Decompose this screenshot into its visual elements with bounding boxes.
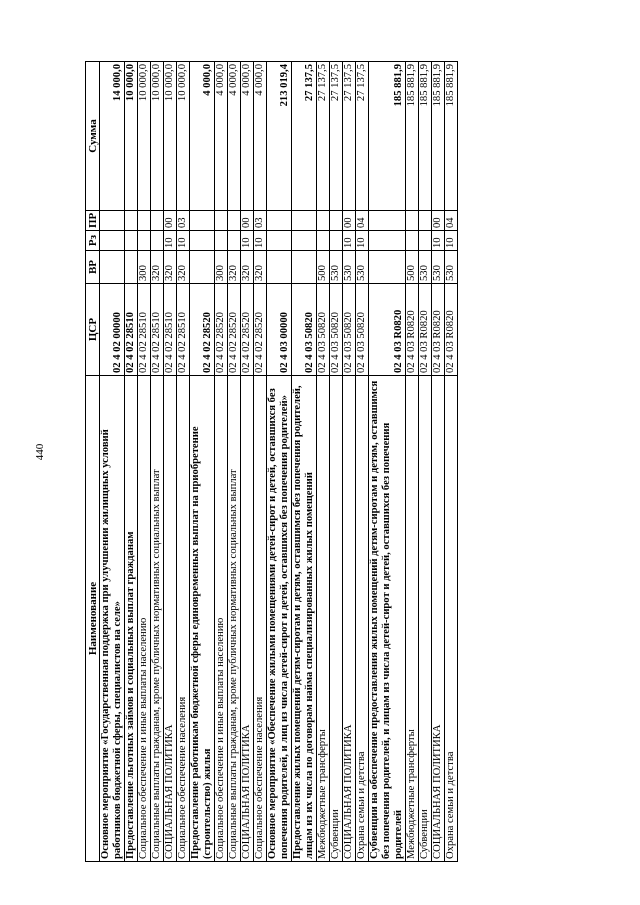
cell-vr: 300 (138, 251, 151, 284)
cell-rz: 10 (164, 231, 177, 251)
cell-pr (406, 211, 419, 231)
cell-pr: 00 (343, 211, 356, 231)
cell-pr: 03 (177, 211, 190, 231)
cell-vr: 320 (241, 251, 254, 284)
table-row (254, 62, 267, 862)
cell-sum: 27 137,5 (292, 62, 317, 211)
cell-rz (267, 231, 292, 251)
cell-name: Межбюджетные трансферты (406, 376, 419, 862)
cell-pr (138, 211, 151, 231)
table-row (190, 62, 215, 862)
cell-vr (100, 251, 125, 284)
cell-rz: 10 (356, 231, 369, 251)
table-row (151, 62, 164, 862)
rotated-page (85, 62, 565, 862)
cell-vr: 530 (356, 251, 369, 284)
cell-rz: 10 (432, 231, 445, 251)
header-vr: ВР (86, 251, 100, 284)
cell-name: Социальные выплаты гражданам, кроме публичных нормативных социальных выплат (151, 376, 164, 862)
table-row (215, 62, 228, 862)
cell-rz (419, 231, 432, 251)
cell-sum: 185 881,9 (419, 62, 432, 211)
table-row (419, 62, 432, 862)
cell-sum: 213 019,4 (267, 62, 292, 211)
cell-vr: 320 (228, 251, 241, 284)
cell-csr: 02 4 03 50820 (343, 284, 356, 376)
cell-name: Предоставление льготных займов и социальных выплат гражданам (125, 376, 138, 862)
cell-sum: 185 881,9 (432, 62, 445, 211)
cell-name: Социальное обеспечение населения (254, 376, 267, 862)
cell-name: Социальное обеспечение населения (177, 376, 190, 862)
cell-rz (151, 231, 164, 251)
cell-vr: 500 (317, 251, 330, 284)
cell-csr: 02 4 02 28510 (125, 284, 138, 376)
cell-pr (125, 211, 138, 231)
cell-vr (190, 251, 215, 284)
cell-sum: 10 000,0 (164, 62, 177, 211)
cell-vr (369, 251, 406, 284)
cell-name: Социальные выплаты гражданам, кроме публичных нормативных социальных выплат (228, 376, 241, 862)
cell-rz: 10 (241, 231, 254, 251)
table-row (343, 62, 356, 862)
cell-csr: 02 4 02 28520 (228, 284, 241, 376)
cell-csr: 02 4 02 28520 (254, 284, 267, 376)
cell-pr (151, 211, 164, 231)
cell-vr: 320 (177, 251, 190, 284)
cell-sum: 27 137,5 (343, 62, 356, 211)
cell-csr: 02 4 02 28520 (190, 284, 215, 376)
cell-rz (369, 231, 406, 251)
cell-csr: 02 4 02 28510 (151, 284, 164, 376)
cell-vr: 320 (254, 251, 267, 284)
cell-vr (125, 251, 138, 284)
cell-vr: 530 (432, 251, 445, 284)
table-row (138, 62, 151, 862)
cell-name: Субвенции на обеспечение предоставления жилых помещений детям-сиротам и детям, оставшимся без попечения родителей, и лицам из числа детей-сирот и детей, оставшихся без попечения родителей (369, 376, 406, 862)
cell-csr: 02 4 03 R0820 (369, 284, 406, 376)
cell-rz (215, 231, 228, 251)
cell-pr: 04 (356, 211, 369, 231)
header-pr: ПР (86, 211, 100, 231)
cell-sum: 10 000,0 (125, 62, 138, 211)
cell-pr (228, 211, 241, 231)
cell-name: Субвенции (419, 376, 432, 862)
cell-pr: 04 (445, 211, 458, 231)
cell-vr: 530 (419, 251, 432, 284)
cell-sum: 185 881,9 (369, 62, 406, 211)
table-header-row (86, 62, 100, 862)
cell-csr: 02 4 02 28510 (177, 284, 190, 376)
cell-csr: 02 4 03 R0820 (432, 284, 445, 376)
cell-vr: 500 (406, 251, 419, 284)
budget-table (85, 61, 458, 862)
cell-pr: 00 (164, 211, 177, 231)
cell-rz (190, 231, 215, 251)
cell-rz (406, 231, 419, 251)
cell-name: Социальное обеспечение и иные выплаты населению (138, 376, 151, 862)
cell-name: Субвенции (330, 376, 343, 862)
cell-rz (228, 231, 241, 251)
cell-rz: 10 (343, 231, 356, 251)
cell-rz (292, 231, 317, 251)
cell-pr: 00 (241, 211, 254, 231)
cell-vr: 530 (343, 251, 356, 284)
cell-csr: 02 4 03 50820 (292, 284, 317, 376)
cell-name: Основное мероприятие «Государственная поддержка при улучшении жилищных условий работников бюджетной сферы, специалистов на селе» (100, 376, 125, 862)
cell-rz: 10 (445, 231, 458, 251)
cell-name: Предоставление жилых помещений детям-сиротам и детям, оставшимся без попечения родителей, лицам из их числа по договорам найма специализированных жилых помещений (292, 376, 317, 862)
page-number: 440 (34, 443, 46, 461)
cell-name: Межбюджетные трансферты (317, 376, 330, 862)
cell-pr: 03 (254, 211, 267, 231)
cell-csr: 02 4 03 R0820 (445, 284, 458, 376)
table-row (177, 62, 190, 862)
cell-name: Основное мероприятие «Обеспечение жилыми помещениями детей-сирот и детей, оставшихся без попечения родителей, и лиц из числа детей-сирот и детей, оставшихся без попечения родителей» (267, 376, 292, 862)
cell-rz: 10 (177, 231, 190, 251)
cell-sum: 185 881,9 (406, 62, 419, 211)
header-rz: Рз (86, 231, 100, 251)
cell-pr: 00 (432, 211, 445, 231)
cell-csr: 02 4 02 28510 (138, 284, 151, 376)
header-csr: ЦСР (86, 284, 100, 376)
cell-vr (292, 251, 317, 284)
cell-name: СОЦИАЛЬНАЯ ПОЛИТИКА (432, 376, 445, 862)
cell-sum: 27 137,5 (317, 62, 330, 211)
cell-vr: 530 (445, 251, 458, 284)
cell-pr (100, 211, 125, 231)
table-row (228, 62, 241, 862)
header-name: Наименование (86, 376, 100, 862)
cell-csr: 02 4 02 28520 (241, 284, 254, 376)
cell-rz (125, 231, 138, 251)
cell-pr (330, 211, 343, 231)
cell-pr (267, 211, 292, 231)
cell-csr: 02 4 03 R0820 (419, 284, 432, 376)
cell-pr (419, 211, 432, 231)
table-row (292, 62, 317, 862)
cell-csr: 02 4 03 50820 (330, 284, 343, 376)
cell-vr (267, 251, 292, 284)
cell-sum: 27 137,5 (356, 62, 369, 211)
table-row (317, 62, 330, 862)
cell-sum: 4 000,0 (190, 62, 215, 211)
table-row (267, 62, 292, 862)
table-row (406, 62, 419, 862)
cell-csr: 02 4 03 50820 (317, 284, 330, 376)
cell-vr: 320 (164, 251, 177, 284)
cell-csr: 02 4 03 50820 (356, 284, 369, 376)
cell-name: СОЦИАЛЬНАЯ ПОЛИТИКА (164, 376, 177, 862)
cell-pr (317, 211, 330, 231)
cell-vr: 300 (215, 251, 228, 284)
cell-sum: 27 137,5 (330, 62, 343, 211)
cell-sum: 4 000,0 (228, 62, 241, 211)
table-row (356, 62, 369, 862)
cell-csr: 02 4 03 00000 (267, 284, 292, 376)
cell-name: Предоставление работникам бюджетной сферы единовременных выплат на приобретение (строительство) жилья (190, 376, 215, 862)
cell-rz (330, 231, 343, 251)
table-row (432, 62, 445, 862)
table-row (164, 62, 177, 862)
cell-pr (369, 211, 406, 231)
cell-sum: 10 000,0 (151, 62, 164, 211)
cell-csr: 02 4 03 R0820 (406, 284, 419, 376)
table-row (125, 62, 138, 862)
header-sum: Сумма (86, 62, 100, 211)
cell-rz (138, 231, 151, 251)
cell-rz (100, 231, 125, 251)
cell-vr: 320 (151, 251, 164, 284)
cell-sum: 10 000,0 (138, 62, 151, 211)
cell-pr (190, 211, 215, 231)
table-row (445, 62, 458, 862)
cell-pr (215, 211, 228, 231)
cell-name: Охрана семьи и детства (356, 376, 369, 862)
cell-name: Охрана семьи и детства (445, 376, 458, 862)
table-body (100, 62, 458, 862)
cell-sum: 10 000,0 (177, 62, 190, 211)
cell-rz: 10 (254, 231, 267, 251)
cell-csr: 02 4 02 28510 (164, 284, 177, 376)
cell-sum: 185 881,9 (445, 62, 458, 211)
cell-pr (292, 211, 317, 231)
table-row (100, 62, 125, 862)
cell-vr: 530 (330, 251, 343, 284)
cell-rz (317, 231, 330, 251)
table-row (241, 62, 254, 862)
table-row (369, 62, 406, 862)
cell-sum: 4 000,0 (254, 62, 267, 211)
table-row (330, 62, 343, 862)
cell-name: СОЦИАЛЬНАЯ ПОЛИТИКА (343, 376, 356, 862)
cell-name: Социальное обеспечение и иные выплаты населению (215, 376, 228, 862)
cell-sum: 4 000,0 (241, 62, 254, 211)
cell-sum: 14 000,0 (100, 62, 125, 211)
cell-csr: 02 4 02 00000 (100, 284, 125, 376)
cell-name: СОЦИАЛЬНАЯ ПОЛИТИКА (241, 376, 254, 862)
cell-sum: 4 000,0 (215, 62, 228, 211)
cell-csr: 02 4 02 28520 (215, 284, 228, 376)
